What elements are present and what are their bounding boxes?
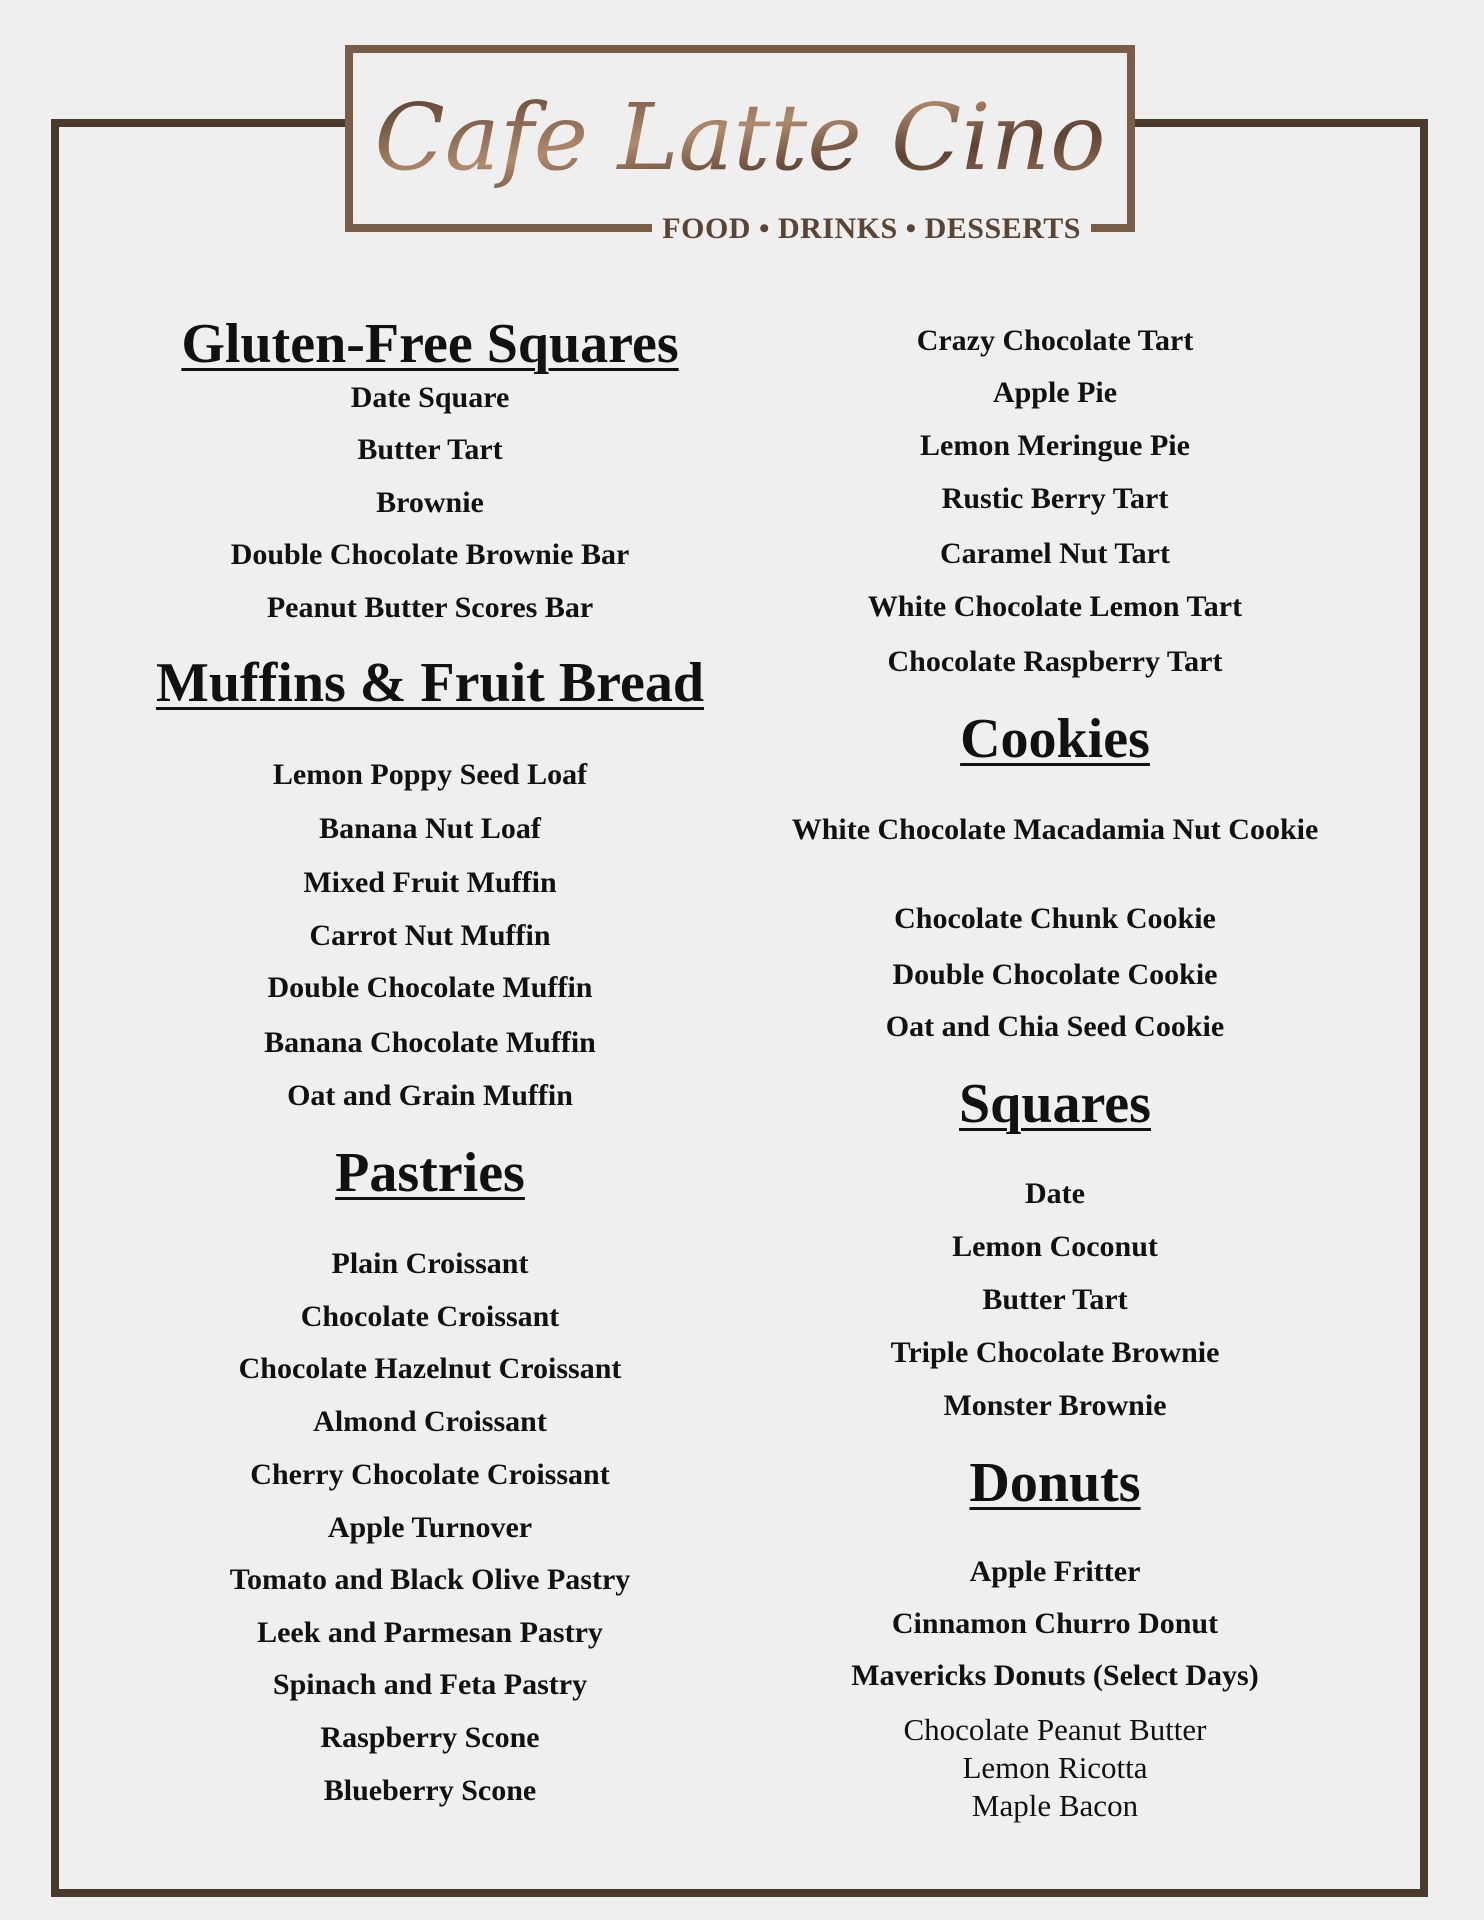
- menu-item: Peanut Butter Scores Bar: [266, 591, 594, 624]
- menu-item: Lemon Poppy Seed Loaf: [272, 758, 588, 791]
- menu-item: Blueberry Scone: [323, 1774, 537, 1807]
- menu-item: Triple Chocolate Brownie: [890, 1336, 1220, 1369]
- menu-item: Lemon Coconut: [952, 1230, 1158, 1263]
- menu-item: Oat and Grain Muffin: [287, 1079, 573, 1112]
- menu-item: Apple Pie: [992, 376, 1118, 409]
- menu-item: Butter Tart: [982, 1283, 1128, 1316]
- svg-text:Cafe Latte Cino: Cafe Latte Cino: [374, 84, 1106, 191]
- heading-cookies: Cookies: [960, 708, 1150, 770]
- menu-item: Chocolate Chunk Cookie: [894, 902, 1216, 935]
- brand-tagline: FOOD • DRINKS • DESSERTS: [652, 212, 1091, 246]
- heading-squares: Squares: [959, 1073, 1151, 1135]
- heading-gluten-free-squares: Gluten-Free Squares: [181, 313, 679, 375]
- heading-pastries: Pastries: [335, 1142, 525, 1204]
- menu-item: Banana Nut Loaf: [319, 812, 541, 845]
- brand-logo: [345, 45, 1135, 245]
- menu-item: Butter Tart: [357, 433, 503, 466]
- menu-item: Almond Croissant: [313, 1405, 547, 1438]
- donut-flavor: Chocolate Peanut Butter: [903, 1712, 1207, 1747]
- menu-item: Carrot Nut Muffin: [309, 919, 551, 952]
- menu-item: Mixed Fruit Muffin: [303, 866, 557, 899]
- menu-item: Double Chocolate Brownie Bar: [230, 538, 630, 571]
- menu-item: Cinnamon Churro Donut: [891, 1607, 1219, 1640]
- menu-item: Crazy Chocolate Tart: [916, 324, 1194, 357]
- menu-item: Double Chocolate Cookie: [892, 958, 1218, 991]
- heading-muffins-fruit-bread: Muffins & Fruit Bread: [155, 652, 705, 714]
- heading-donuts: Donuts: [969, 1452, 1141, 1514]
- menu-item: Apple Turnover: [327, 1511, 533, 1544]
- menu-item: Monster Brownie: [943, 1389, 1167, 1422]
- menu-item: Tomato and Black Olive Pastry: [229, 1563, 631, 1596]
- menu-item: Apple Fritter: [969, 1555, 1141, 1588]
- brand-logo-script: [353, 59, 1127, 209]
- menu-item: Raspberry Scone: [320, 1721, 540, 1754]
- menu-item: Rustic Berry Tart: [941, 482, 1169, 515]
- menu-item: Chocolate Raspberry Tart: [887, 645, 1223, 678]
- menu-item: Mavericks Donuts (Select Days): [851, 1659, 1259, 1692]
- menu-item: White Chocolate Macadamia Nut Cookie: [791, 813, 1319, 846]
- donut-flavor: Maple Bacon: [971, 1788, 1139, 1823]
- menu-item: Cherry Chocolate Croissant: [250, 1458, 610, 1491]
- menu-item: Date: [1025, 1177, 1085, 1210]
- menu-item: Chocolate Hazelnut Croissant: [238, 1352, 622, 1385]
- menu-item: Chocolate Croissant: [300, 1300, 560, 1333]
- menu-item: Caramel Nut Tart: [940, 537, 1170, 570]
- menu-item: Leek and Parmesan Pastry: [257, 1616, 603, 1649]
- menu-item: Brownie: [376, 486, 484, 519]
- menu-item: Spinach and Feta Pastry: [272, 1668, 588, 1701]
- menu-item: Date Square: [350, 381, 510, 414]
- menu-item: Banana Chocolate Muffin: [264, 1026, 596, 1059]
- menu-item: Plain Croissant: [331, 1247, 529, 1280]
- menu-item: Double Chocolate Muffin: [267, 971, 593, 1004]
- menu-item: White Chocolate Lemon Tart: [867, 590, 1243, 623]
- menu-item: Oat and Chia Seed Cookie: [885, 1010, 1225, 1043]
- donut-flavor: Lemon Ricotta: [962, 1750, 1148, 1785]
- menu-item: Lemon Meringue Pie: [920, 429, 1190, 462]
